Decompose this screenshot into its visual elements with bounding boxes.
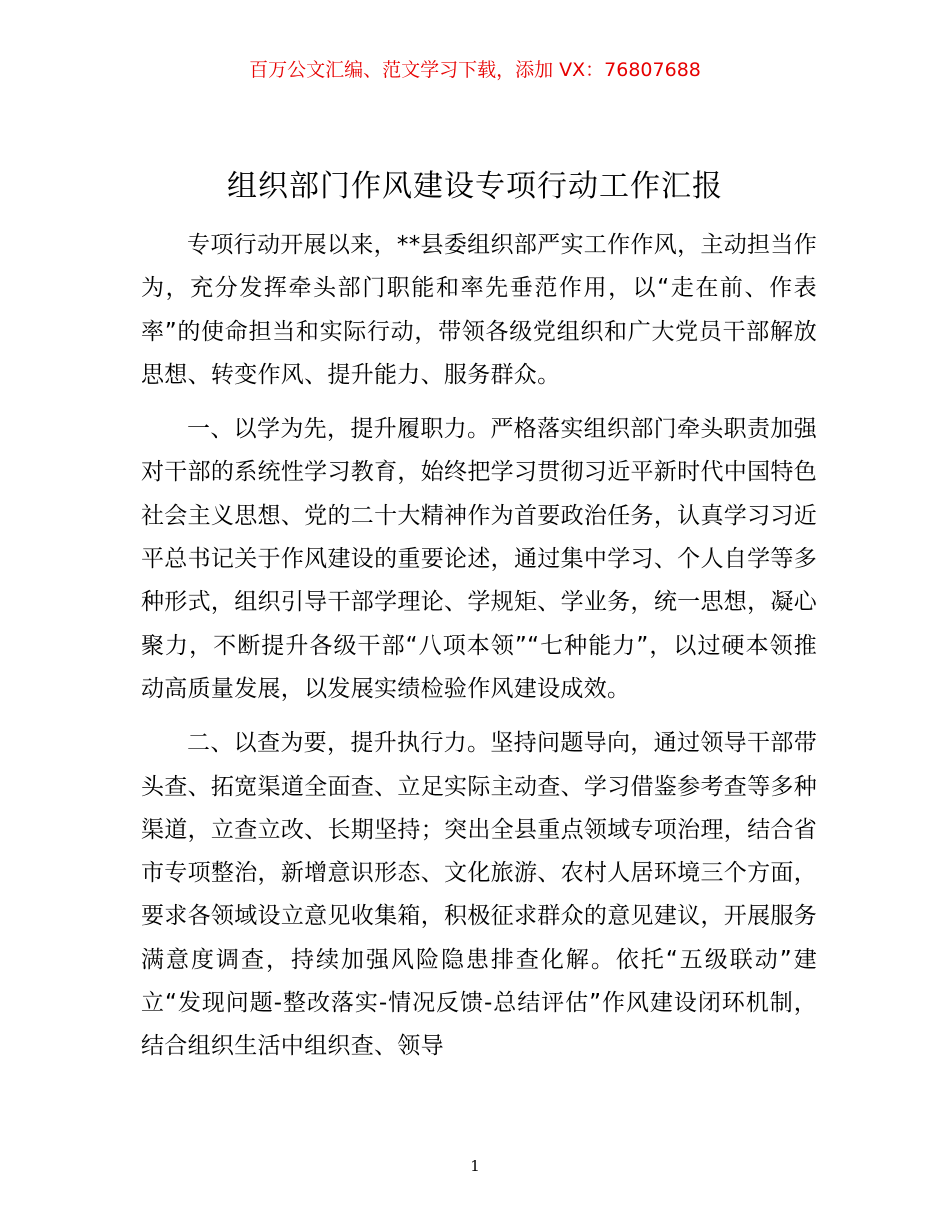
paragraph-intro: 专项行动开展以来，**县委组织部严实工作作风，主动担当作为，充分发挥牵头部门职能和率先垂范作用，以“走在前、作表率”的使命担当和实际行动，带领各级党组织和广大党员干部解放思想、转变作风、提升能力、服务群众。 [141, 232, 817, 388]
document-body [141, 224, 817, 1080]
header-banner: 百万公文汇编、范文学习下载，添加 VX：76807688 [249, 59, 701, 81]
paragraph-section-1: 一、以学为先，提升履职力。严格落实组织部门牵头职责加强对干部的系统性学习教育，始终把学习贯彻习近平新时代中国特色社会主义思想、党的二十大精神作为首要政治任务，认真学习习近平总书记关于作风建设的重要论述，通过集中学习、个人自学等多种形式，组织引导干部学理论、学规矩、学业务，统一思想，凝心聚力，不断提升各级干部“八项本领”“七种能力”，以过硬本领推动高质量发展，以发展实绩检验作风建设成效。 [141, 416, 817, 702]
paragraph-section-2: 二、以查为要，提升执行力。坚持问题导向，通过领导干部带头查、拓宽渠道全面查、立足实际主动查、学习借鉴参考查等多种渠道，立查立改、长期坚持；突出全县重点领域专项治理，结合省市专项整治，新增意识形态、文化旅游、农村人居环境三个方面，要求各领域设立意见收集箱，积极征求群众的意见建议，开展服务满意度调查，持续加强风险隐患排查化解。依托“五级联动”建立“发现问题-整改落实-情况反馈-总结评估”作风建设闭环机制，结合组织生活中组织查、领导 [141, 730, 817, 1060]
page-number: 1 [470, 1157, 480, 1175]
document-title: 组织部门作风建设专项行动工作汇报 [227, 169, 723, 204]
